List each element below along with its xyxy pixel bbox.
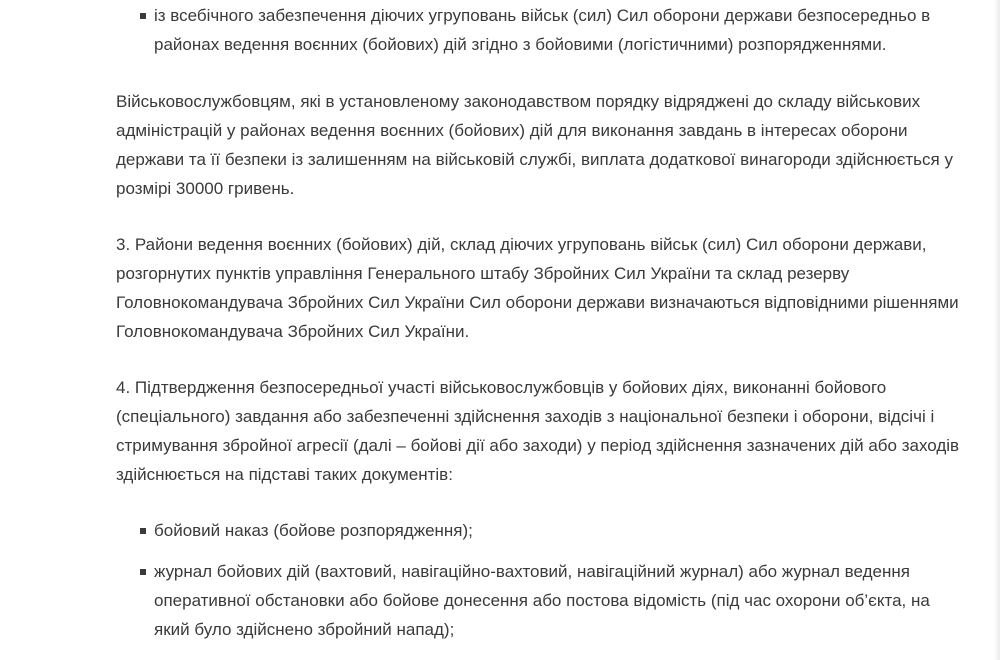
paragraph-3: 3. Райони ведення воєнних (бойових) дій, склад діючих угруповань військ (сил) Сил оборони держави, розгорнутих пунктів управління Генерального штабу Збройних Сил України та склад резерву Головнокомандувача Збройних Сил України Сил оборони держави визначаються відповідними рішеннями Головнокомандувача Збройних Сил України. (116, 235, 959, 341)
square-bullet-icon (140, 528, 146, 534)
bullet-list-top (116, 1, 966, 59)
list-item (116, 1, 966, 59)
list-item (116, 557, 966, 644)
document-body (116, 0, 966, 644)
list-item-text: бойовий наказ (бойове розпорядження); (154, 521, 473, 540)
square-bullet-icon (140, 569, 146, 575)
scroll-edge-shadow (994, 0, 1000, 660)
paragraph-military-administrations: Військовослужбовцям, які в установленому законодавством порядку відряджені до складу військових адміністрацій у районах ведення воєнних (бойових) дій для виконання завдань в інтересах оборони держави та її безпеки із залишенням на військовій службі, виплата додаткової винагороди здійснюється у розмірі 30000 гривень. (116, 92, 953, 198)
bullet-list-documents (116, 516, 966, 644)
list-item (116, 516, 966, 545)
paragraph-4: 4. Підтвердження безпосередньої участі військовослужбовців у бойових діях, виконанні бойового (спеціального) завдання або забезпеченні здійснення заходів з національної безпеки і оборони, відсічі і стримування збройної агресії (далі – бойові дії або заходи) у період здійснення зазначених дій або заходів здійснюється на підставі таких документів: (116, 378, 960, 484)
list-item-text: журнал бойових дій (вахтовий, навігаційно-вахтовий, навігаційний журнал) або журнал ведення оперативної обстановки або бойове донесення або постова відомість (під час охорони об’єкта, на який було здійснено збройний напад); (154, 562, 930, 639)
list-item-text: із всебічного забезпечення діючих угруповань військ (сил) Сил оборони держави безпосередньо в районах ведення воєнних (бойових) дій згідно з бойовими (логістичними) розпорядженнями. (154, 6, 931, 54)
square-bullet-icon (140, 13, 146, 19)
